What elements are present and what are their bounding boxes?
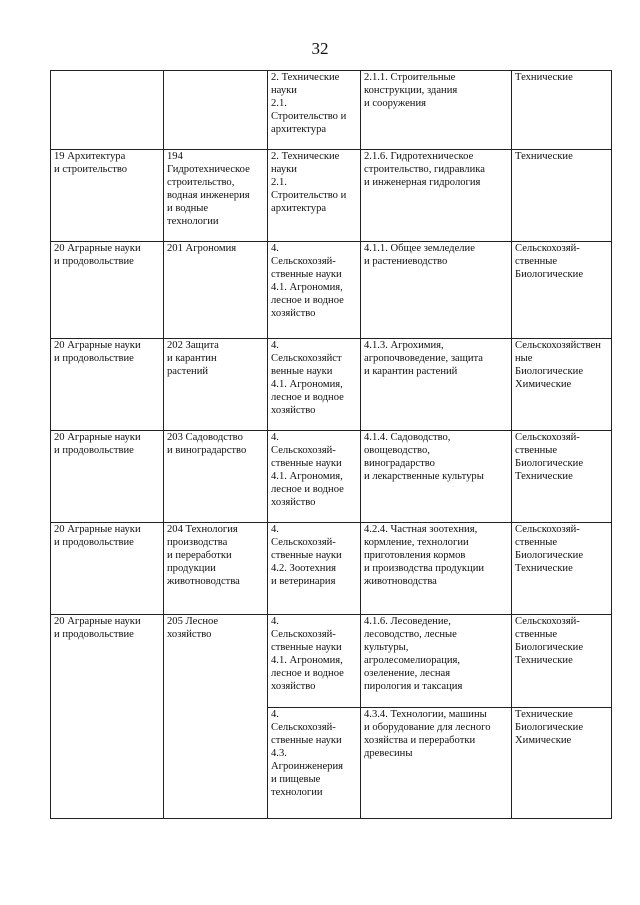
program-cell: 194 Гидротехническое строительство, водная инженерия и водные технологии [164,150,268,242]
field-cell: 20 Аграрные науки и продовольствие [51,339,164,431]
sciences-cell: Сельскохозяйствен ные Биологические Химические [512,339,612,431]
table-row [51,242,612,339]
science-area-cell: 4. Сельскохозяй- ственные науки 4.2. Зоотехния и ветеринария [268,523,361,615]
specialty-cell: 4.3.4. Технологии, машины и оборудование для лесного хозяйства и переработки древесины [361,708,512,819]
science-area-cell: 4. Сельскохозяй- ственные науки 4.1. Агрономия, лесное и водное хозяйство [268,242,361,339]
science-area-cell: 4. Сельскохозяй- ственные науки 4.3. Агроинженерия и пищевые технологии [268,708,361,819]
program-cell: 204 Технология производства и переработки продукции животноводства [164,523,268,615]
field-cell: 19 Архитектура и строительство [51,150,164,242]
program-cell [164,71,268,150]
program-cell: 203 Садоводство и виноградарство [164,431,268,523]
science-area-cell: 4. Сельскохозяй- ственные науки 4.1. Агрономия, лесное и водное хозяйство [268,431,361,523]
specialty-cell: 4.1.1. Общее земледелие и растениеводство [361,242,512,339]
specialty-cell: 2.1.6. Гидротехническое строительство, гидравлика и инженерная гидрология [361,150,512,242]
science-area-cell: 2. Технические науки 2.1. Строительство и архитектура [268,71,361,150]
table-row [51,150,612,242]
program-cell: 201 Агрономия [164,242,268,339]
science-area-cell: 2. Технические науки 2.1. Строительство и архитектура [268,150,361,242]
field-cell: 20 Аграрные науки и продовольствие [51,523,164,615]
page-number: 32 [311,39,329,58]
specialty-cell: 4.2.4. Частная зоотехния, кормление, технологии приготовления кормов и производства продукции животноводства [361,523,512,615]
program-cell: 205 Лесное хозяйство [164,615,268,819]
sciences-cell: Технические [512,150,612,242]
table-row [51,339,612,431]
specialty-cell: 4.1.4. Садоводство, овощеводство, виноградарство и лекарственные культуры [361,431,512,523]
program-cell: 202 Защита и карантин растений [164,339,268,431]
science-area-cell: 4. Сельскохозяй- ственные науки 4.1. Агрономия, лесное и водное хозяйство [268,615,361,708]
specialty-cell: 4.1.6. Лесоведение, лесоводство, лесные культуры, агролесомелиорация, озеленение, лесная пирология и таксация [361,615,512,708]
science-area-cell: 4. Сельскохозяйст венные науки 4.1. Агрономия, лесное и водное хозяйство [268,339,361,431]
table-row [51,615,612,708]
sciences-cell: Сельскохозяй- ственные Биологические Технические [512,431,612,523]
specialty-table [50,70,612,819]
sciences-cell: Технические Биологические Химические [512,708,612,819]
sciences-cell: Сельскохозяй- ственные Биологические Технические [512,615,612,708]
field-cell [51,71,164,150]
field-cell: 20 Аграрные науки и продовольствие [51,431,164,523]
table-row [51,71,612,150]
sciences-cell: Технические [512,71,612,150]
table-row [51,431,612,523]
sciences-cell: Сельскохозяй- ственные Биологические [512,242,612,339]
specialty-cell: 4.1.3. Агрохимия, агропочвоведение, защита и карантин растений [361,339,512,431]
table-row [51,523,612,615]
sciences-cell: Сельскохозяй- ственные Биологические Технические [512,523,612,615]
field-cell: 20 Аграрные науки и продовольствие [51,242,164,339]
field-cell: 20 Аграрные науки и продовольствие [51,615,164,819]
specialty-cell: 2.1.1. Строительные конструкции, здания и сооружения [361,71,512,150]
